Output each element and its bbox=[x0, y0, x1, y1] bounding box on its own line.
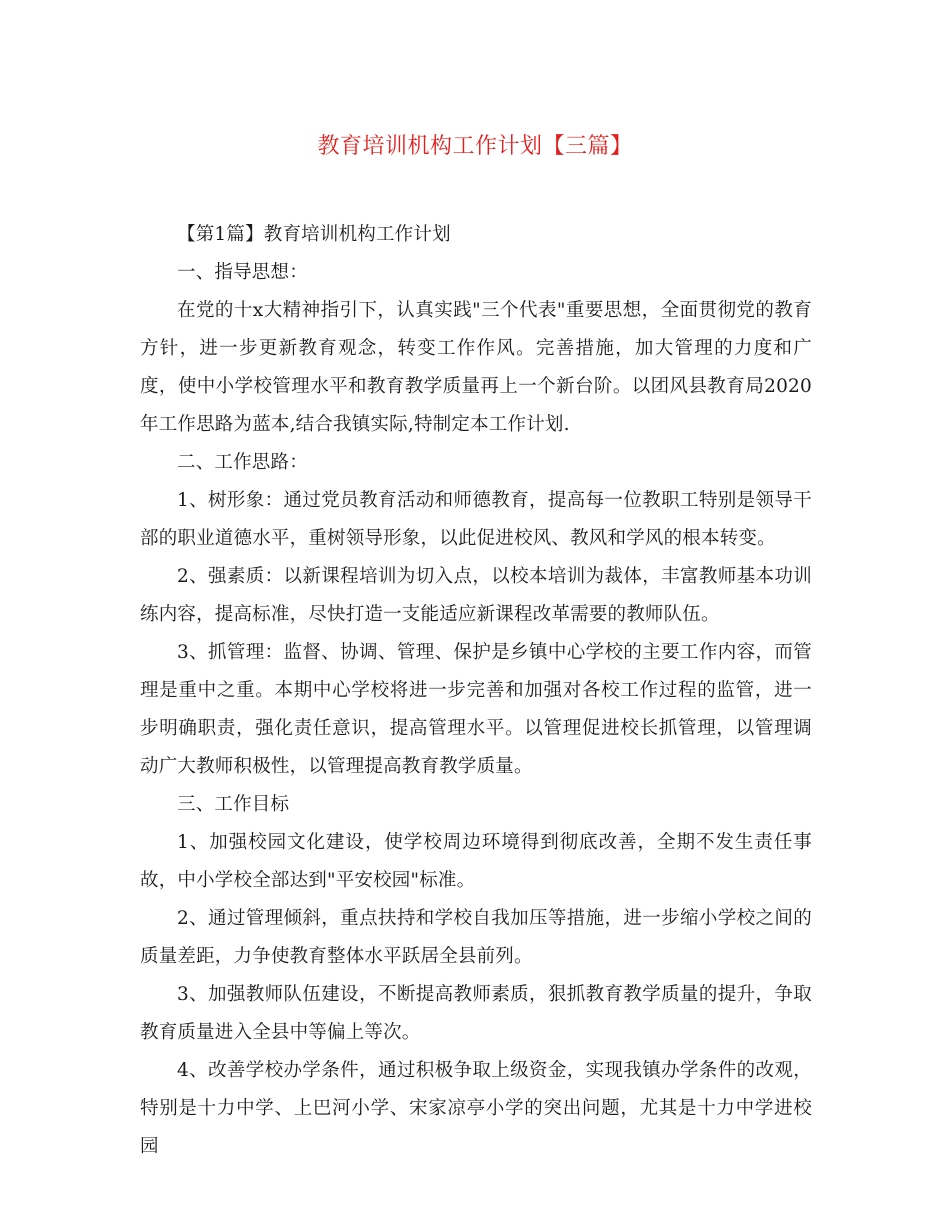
paragraph-work-goal-1: 1、加强校园文化建设，使学校周边环境得到彻底改善，全期不发生责任事故，中小学校全部达到"平安校园"标准。 bbox=[140, 832, 812, 891]
paragraph-work-goal-3: 3、加强教师队伍建设，不断提高教师素质，狠抓教育教学质量的提升，争取教育质量进入全县中等偏上等次。 bbox=[140, 984, 812, 1043]
paragraph-guiding-ideology: 在党的十x大精神指引下，认真实践"三个代表"重要思想，全面贯彻党的教育方针，进一步更新教育观念，转变工作作风。完善措施，加大管理的力度和广度，使中小学校管理水平和教育教学质量再上一个新台阶。以团风县教育局2020年工作思路为蓝本,结合我镇实际,特制定本工作计划. bbox=[140, 300, 812, 435]
document-body bbox=[140, 216, 812, 1166]
paragraph-work-idea-1: 1、树形象：通过党员教育活动和师德教育，提高每一位教职工特别是领导干部的职业道德水平，重树领导形象，以此促进校风、教风和学风的根本转变。 bbox=[140, 490, 812, 549]
paragraph-work-goal-2: 2、通过管理倾斜，重点扶持和学校自我加压等措施，进一步缩小学校之间的质量差距，力争使教育整体水平跃居全县前列。 bbox=[140, 908, 812, 967]
paragraph-work-idea-3: 3、抓管理：监督、协调、管理、保护是乡镇中心学校的主要工作内容，而管理是重中之重。本期中心学校将进一步完善和加强对各校工作过程的监管，进一步明确职责，强化责任意识，提高管理水平。以管理促进校长抓管理，以管理调动广大教师积极性，以管理提高教育教学质量。 bbox=[140, 642, 812, 777]
paragraph-work-goal-4: 4、改善学校办学条件，通过积极争取上级资金，实现我镇办学条件的改观，特别是十力中学、上巴河小学、宋家凉亭小学的突出问题，尤其是十力中学进校园 bbox=[140, 1060, 812, 1157]
section-heading-guiding-ideology: 一、指导思想： bbox=[177, 262, 308, 283]
section-heading-work-goals: 三、工作目标 bbox=[177, 794, 290, 815]
document-title: 教育培训机构工作计划【三篇】 bbox=[317, 134, 633, 159]
section-heading-article-1: 【第1篇】教育培训机构工作计划 bbox=[177, 224, 451, 245]
paragraph-work-idea-2: 2、强素质：以新课程培训为切入点，以校本培训为裁体，丰富教师基本功训练内容，提高标准，尽快打造一支能适应新课程改革需要的教师队伍。 bbox=[140, 566, 812, 625]
section-heading-work-ideas: 二、工作思路： bbox=[177, 452, 308, 473]
